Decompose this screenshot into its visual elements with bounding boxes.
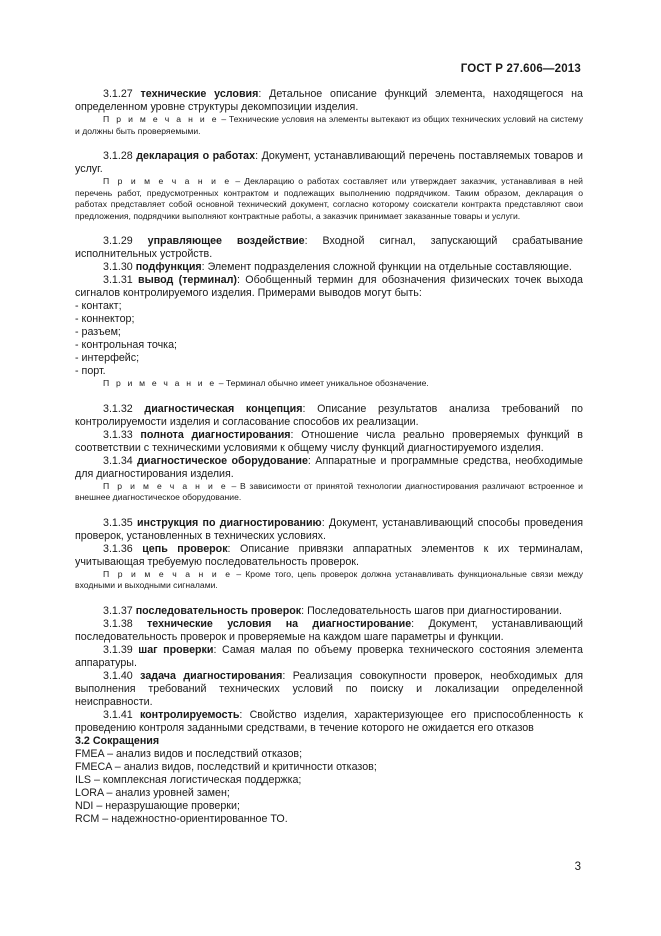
page-number: 3 <box>574 861 581 873</box>
term-3-1-40: 3.1.40 задача диагностирования: Реализация совокупности проверок, необходимых для выполнения требований технических условий по поиску и локализации определенной неисправности. <box>75 669 583 708</box>
note-3-1-34: П р и м е ч а н и е – В зависимости от принятой технологии диагностирования различают встроенное и внешнее диагностическое оборудование. <box>75 480 583 502</box>
content-body <box>75 88 583 826</box>
term-3-1-33: 3.1.33 полнота диагностирования: Отношение числа реально проверяемых функций в соответствии с техническими условиями к общему числу функций диагностируемого изделия. <box>75 428 583 454</box>
term-3-1-27: 3.1.27 технические условия: Детальное описание функций элемента, находящегося на определенном уровне структуры декомпозиции изделия. <box>75 88 583 113</box>
term-3-1-39: 3.1.39 шаг проверки: Самая малая по объему проверка технического состояния элемента аппаратуры. <box>75 643 583 669</box>
term-3-1-38: 3.1.38 технические условия на диагностирование: Документ, устанавливающий последовательность проверок и проверяемые на каждом шаге параметры и функции. <box>75 617 583 643</box>
note-3-1-36: П р и м е ч а н и е – Кроме того, цепь проверок должна устанавливать функциональные связи между входными и выходными сигналами. <box>75 568 583 590</box>
note-3-1-28: П р и м е ч а н и е – Декларацию о работах составляет или утверждает заказчик, устанавливая в ней перечень работ, предусмотренных контрактом и подлежащих выполнению подрядчиком. Таким образом, декларация о работах представляет собой основной технический документ, согласно которому соискатели контракта представляют свои предложения, подрядчики выполняют контрактные работы, а заказчик принимает заказанные товары и услуги. <box>75 176 583 221</box>
abbreviation-item: NDI – неразрушающие проверки; <box>75 799 240 812</box>
abbreviation-item: FMEA – анализ видов и последствий отказов; <box>75 747 303 760</box>
list-item: - коннектор; <box>75 313 135 325</box>
term-3-1-30: 3.1.30 подфункция: Элемент подразделения сложной функции на отдельные составляющие. <box>103 261 572 273</box>
list-item: - контакт; <box>75 300 122 312</box>
list-item: - порт. <box>75 365 106 377</box>
section-heading-abbreviations: 3.2 Сокращения <box>75 734 160 747</box>
abbreviation-item: RCM – надежностно-ориентированное ТО. <box>75 812 288 825</box>
term-3-1-28: 3.1.28 декларация о работах: Документ, устанавливающий перечень поставляемых товаров и услуг. <box>75 150 583 175</box>
list-item: - разъем; <box>75 326 121 338</box>
note-3-1-31: П р и м е ч а н и е – Терминал обычно имеет уникальное обозначение. <box>103 378 429 388</box>
term-3-1-36: 3.1.36 цепь проверок: Описание привязки аппаратных элементов к их терминалам, учитывающая требуемую последовательность проверок. <box>75 542 583 568</box>
term-3-1-29: 3.1.29 управляющее воздействие: Входной сигнал, запускающий срабатывание исполнительных устройств. <box>75 235 583 260</box>
term-3-1-31: 3.1.31 вывод (терминал): Обобщенный термин для обозначения физических точек выхода сигналов контролируемого изделия. Примерами выводов могут быть: <box>75 274 583 299</box>
note-3-1-27: П р и м е ч а н и е – Технические условия на элементы вытекают из общих технических условий на систему и должны быть проверяемыми. <box>75 114 583 136</box>
term-3-1-34: 3.1.34 диагностическое оборудование: Аппаратные и программные средства, необходимые для диагностирования изделия. <box>75 454 583 480</box>
list-item: - интерфейс; <box>75 352 140 364</box>
term-3-1-41: 3.1.41 контролируемость: Свойство изделия, характеризующее его приспособленность к проведению контроля заданными средствами, в течение которого не ожидается его отказов <box>75 708 583 734</box>
abbreviation-item: FMECA – анализ видов, последствий и критичности отказов; <box>75 760 377 773</box>
term-3-1-37: 3.1.37 последовательность проверок: Последовательность шагов при диагностировании. <box>103 604 562 617</box>
term-3-1-32: 3.1.32 диагностическая концепция: Описание результатов анализа требований по контролируемости изделия и согласование способов их реализации. <box>75 402 584 428</box>
abbreviation-item: LORA – анализ уровней замен; <box>75 786 230 799</box>
term-3-1-35: 3.1.35 инструкция по диагностированию: Документ, устанавливающий способы проведения проверок, установленных в технических условиях. <box>75 516 583 542</box>
abbreviation-item: ILS – комплексная логистическая поддержка; <box>75 773 302 786</box>
list-item: - контрольная точка; <box>75 339 178 351</box>
standard-header: ГОСТ Р 27.606—2013 <box>460 63 581 75</box>
